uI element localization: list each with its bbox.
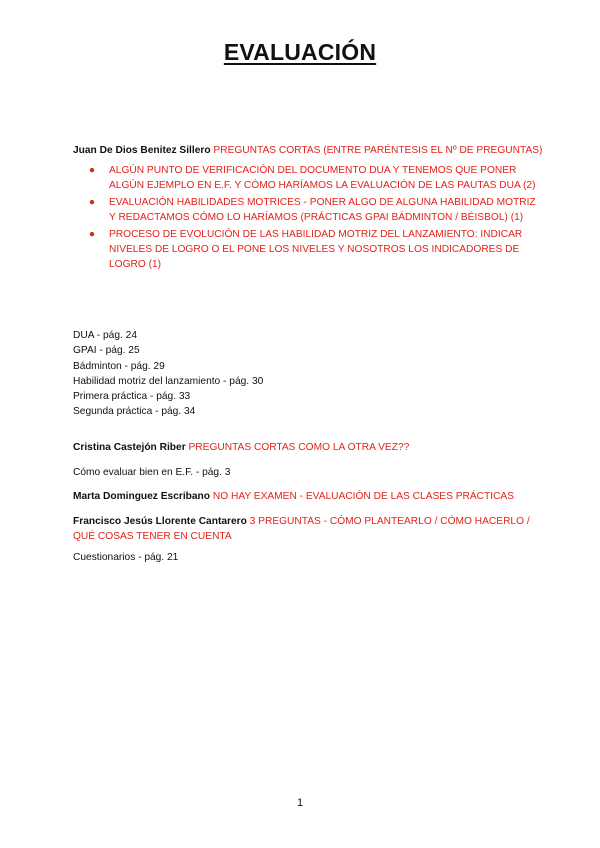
section-llorente — [73, 514, 535, 544]
section-benitez — [73, 143, 543, 274]
reference-item: Cuestionarios - pág. 21 — [73, 552, 179, 563]
reference-item: Primera práctica - pág. 33 — [73, 391, 191, 403]
section-note: PREGUNTAS CORTAS COMO LA OTRA VEZ?? — [188, 442, 410, 453]
page-title: EVALUACIÓN — [223, 39, 377, 65]
reference-item: Segunda práctica - pág. 34 — [73, 406, 196, 418]
reference-item: Habilidad motriz del lanzamiento - pág. 30 — [73, 375, 264, 387]
list-item: ● ALGÚN PUNTO DE VERIFICACIÓN DEL DOCUMENTO DUA Y TENEMOS QUE PONER ALGÚN EJEMPLO EN E.F. Y CÓMO HARÍAMOS LA EVALUACIÓN DE LAS PAUTAS DUA (2) — [88, 165, 536, 191]
professor-name: Marta Dominguez Escribano — [73, 491, 210, 502]
question-list — [73, 163, 543, 272]
section-heading — [73, 143, 543, 158]
page-number: 1 — [296, 797, 304, 809]
reference-item: DUA - pág. 24 — [73, 330, 137, 341]
reference-item: Bádminton - pág. 29 — [73, 360, 165, 372]
professor-name: Francisco Jesús Llorente Cantarero — [73, 516, 247, 527]
reference-item: Cómo evaluar bien en E.F. - pág. 3 — [73, 467, 231, 478]
reference-list — [73, 328, 543, 420]
list-item: ● PROCESO DE EVOLUCIÓN DE LAS HABILIDAD MOTRIZ DEL LANZAMIENTO: INDICAR NIVELES DE LOGRO O EL PONE LOS NIVELES Y NOSOTROS LOS INDICADORES DE LOGRO (1) — [88, 229, 523, 270]
bullet-icon: ● — [88, 229, 96, 240]
bullet-icon: ● — [88, 165, 96, 176]
section-note: PREGUNTAS CORTAS (ENTRE PARÉNTESIS EL Nº DE PREGUNTAS) — [213, 145, 543, 156]
bullet-icon: ● — [88, 197, 96, 208]
section-dominguez — [73, 489, 543, 504]
section-note: 3 PREGUNTAS - CÓMO PLANTEARLO / CÓMO HACERLO / QUÉ COSAS TENER EN CUENTA — [73, 516, 530, 542]
professor-name: Cristina Castejón Riber — [73, 442, 186, 453]
list-item: ● EVALUACIÓN HABILIDADES MOTRICES - PONER ALGO DE ALGUNA HABILIDAD MOTRIZ Y REDACTAMOS CÓMO LO HARÍAMOS (PRÁCTICAS GPAI BÁDMINTON / BÉISBOL) (1) — [88, 197, 536, 223]
section-castejon — [73, 440, 543, 455]
section-note: NO HAY EXAMEN - EVALUACIÓN DE LAS CLASES PRÁCTICAS — [212, 491, 515, 502]
professor-name: Juan De Dios Benitez Sillero — [73, 145, 211, 156]
reference-item: GPAI - pág. 25 — [73, 345, 140, 357]
